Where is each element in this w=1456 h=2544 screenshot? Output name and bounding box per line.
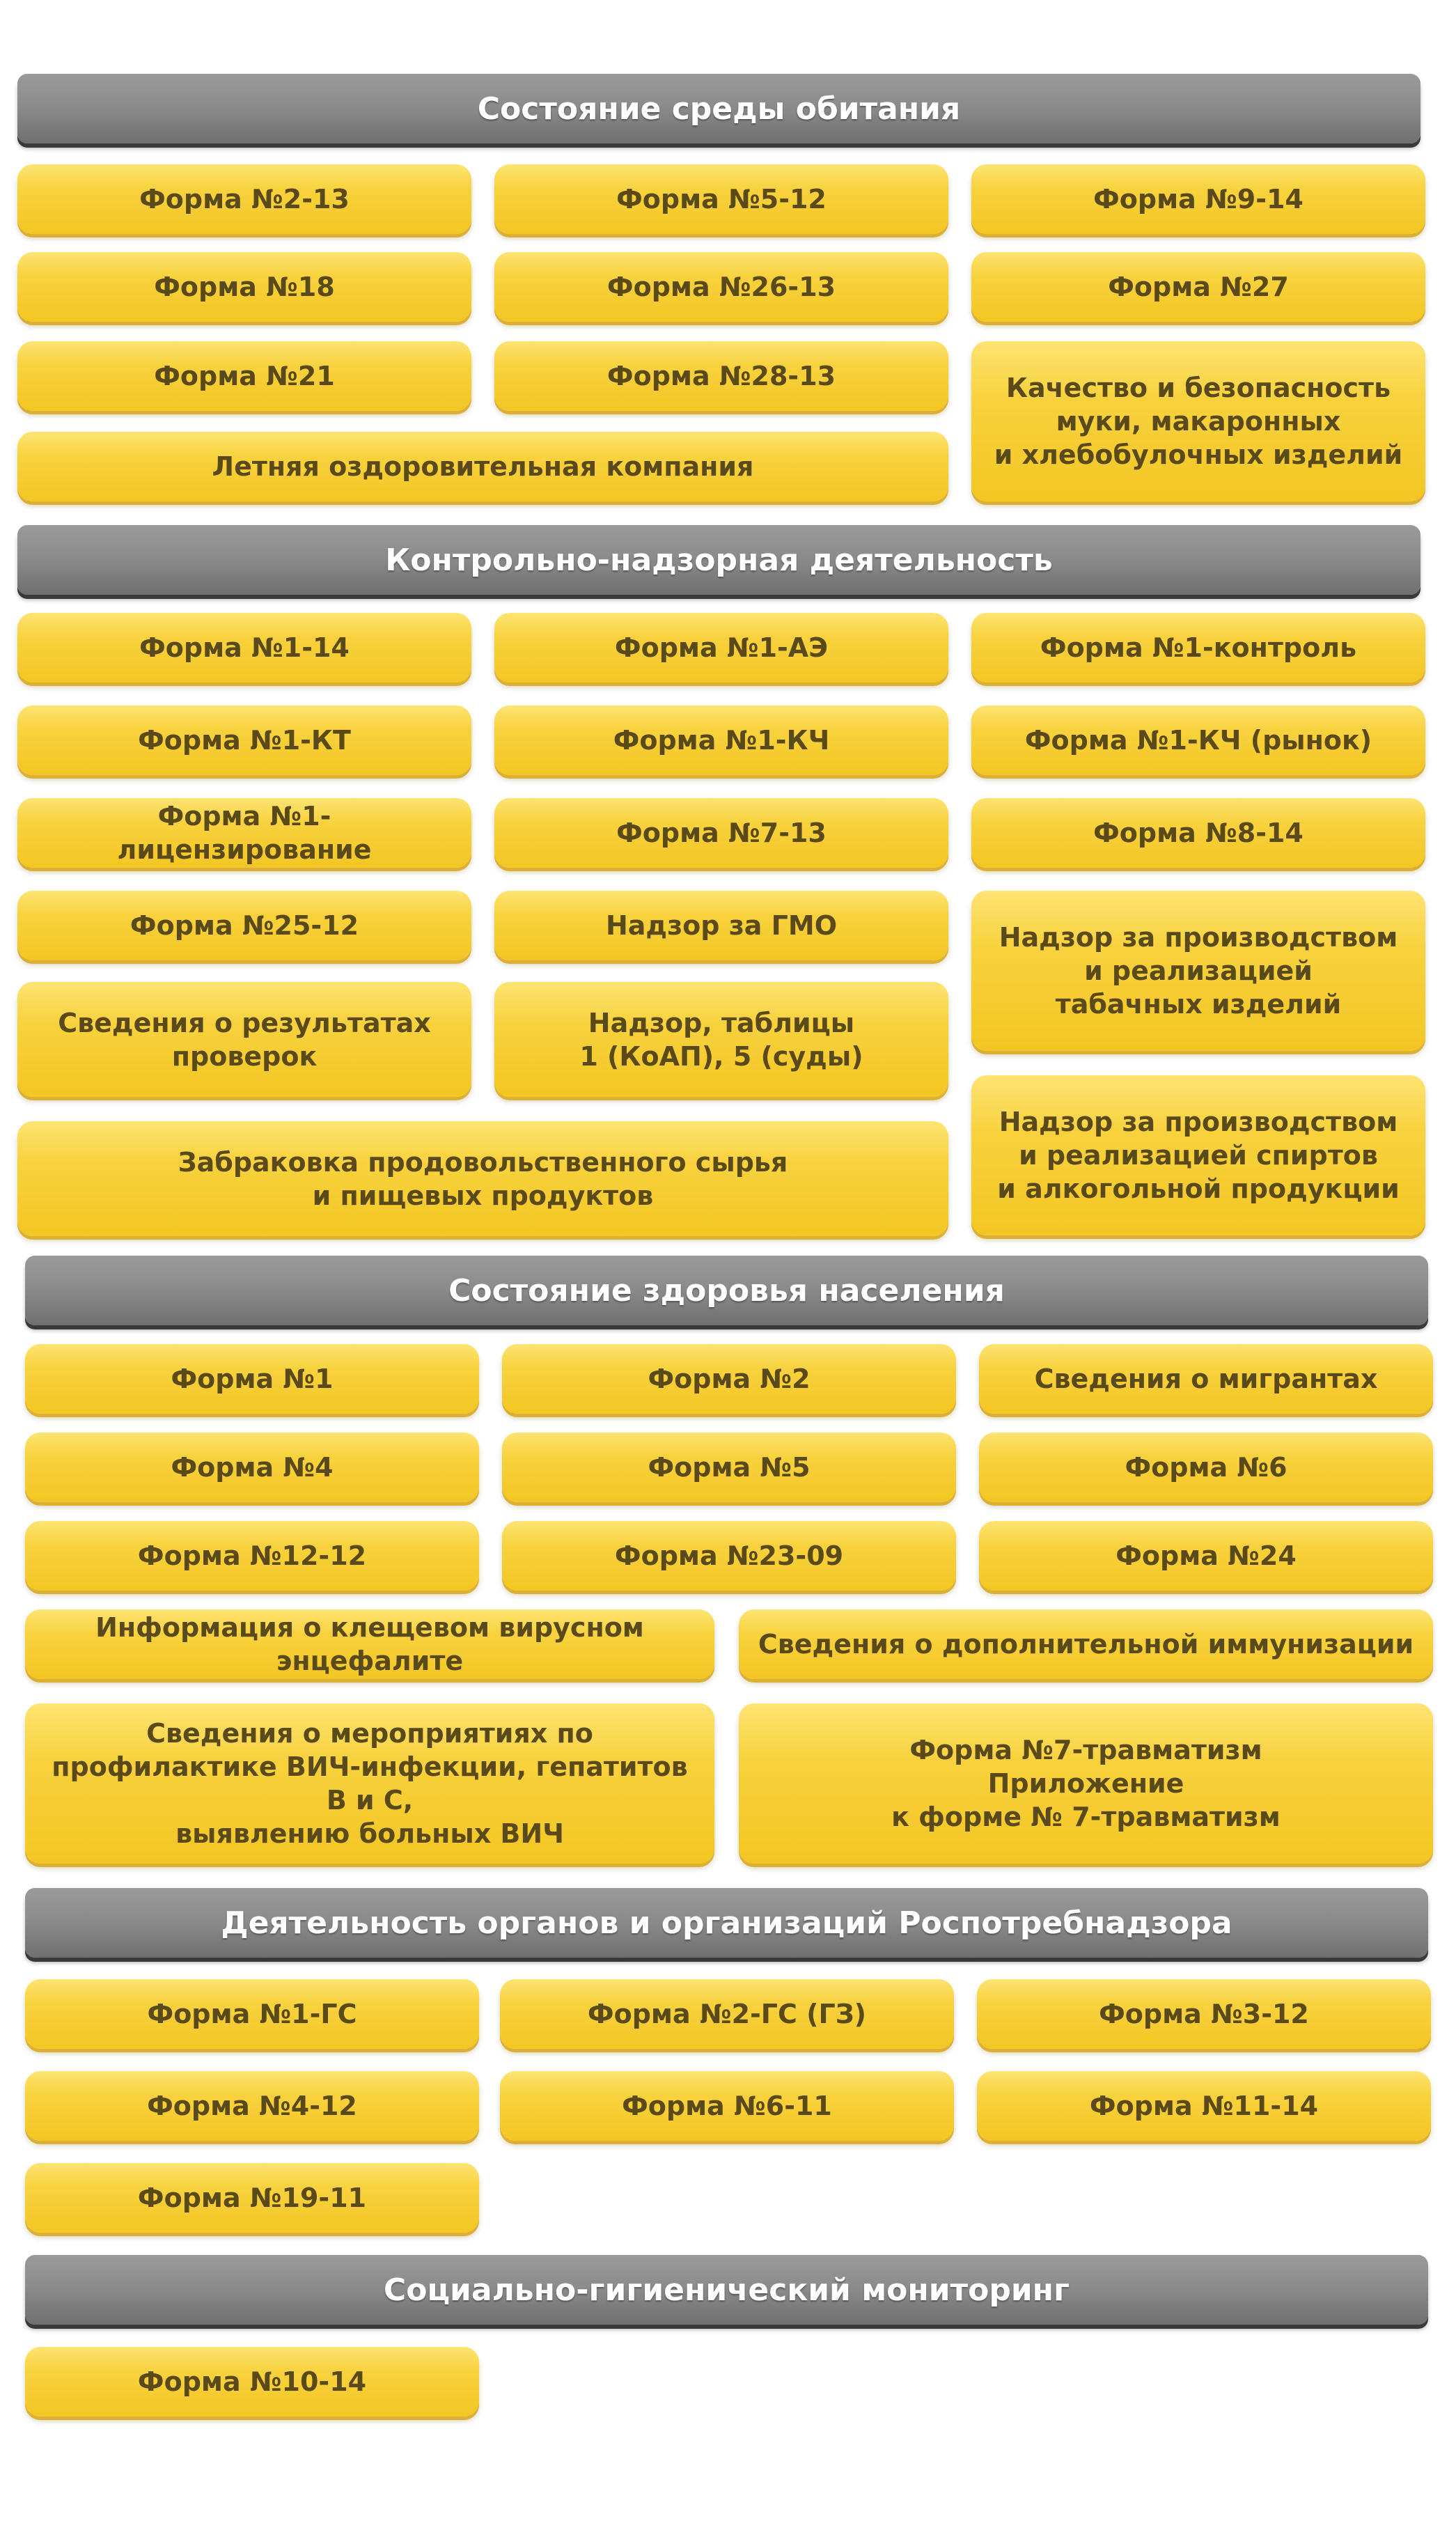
flour-quality-button[interactable]: Качество и безопасность муки, макаронных и хлебобулочных изделий xyxy=(971,341,1425,501)
section-header-health: Состояние здоровья населения xyxy=(25,1256,1428,1325)
section-header-environment: Состояние среды обитания xyxy=(17,74,1420,143)
form-button-5-12[interactable]: Форма №5-12 xyxy=(494,164,948,234)
form-button-6[interactable]: Форма №6 xyxy=(979,1433,1433,1502)
form-button-2-gs-gz[interactable]: Форма №2-ГС (ГЗ) xyxy=(500,1979,954,2049)
summer-campaign-button[interactable]: Летняя оздоровительная компания xyxy=(17,432,948,501)
form-button-3-12[interactable]: Форма №3-12 xyxy=(977,1979,1431,2049)
form-button-1-gs[interactable]: Форма №1-ГС xyxy=(25,1979,479,2049)
form-button-24[interactable]: Форма №24 xyxy=(979,1521,1433,1591)
form-button-7-13[interactable]: Форма №7-13 xyxy=(494,798,948,868)
form-button-19-11[interactable]: Форма №19-11 xyxy=(25,2163,479,2233)
form-button-1[interactable]: Форма №1 xyxy=(25,1344,479,1414)
form-button-11-14[interactable]: Форма №11-14 xyxy=(977,2071,1431,2141)
form-button-9-14[interactable]: Форма №9-14 xyxy=(971,164,1425,234)
form-button-28-13[interactable]: Форма №28-13 xyxy=(494,341,948,411)
section-header-monitoring: Социально-гигиенический мониторинг xyxy=(25,2255,1428,2325)
supervision-tables-button[interactable]: Надзор, таблицы 1 (КоАП), 5 (суды) xyxy=(494,982,948,1097)
form-button-18[interactable]: Форма №18 xyxy=(17,252,471,322)
form-button-10-14[interactable]: Форма №10-14 xyxy=(25,2347,479,2417)
food-rejection-button[interactable]: Забраковка продовольственного сырья и пищевых продуктов xyxy=(17,1121,948,1236)
form-button-7-trauma[interactable]: Форма №7-травматизм Приложение к форме № 7-травматизм xyxy=(739,1703,1433,1864)
additional-immunization-button[interactable]: Сведения о дополнительной иммунизации xyxy=(739,1609,1433,1679)
form-button-1-control[interactable]: Форма №1-контроль xyxy=(971,613,1425,682)
form-button-1-14[interactable]: Форма №1-14 xyxy=(17,613,471,682)
form-button-6-11[interactable]: Форма №6-11 xyxy=(500,2071,954,2141)
form-button-1-kch[interactable]: Форма №1-КЧ xyxy=(494,705,948,775)
form-button-4[interactable]: Форма №4 xyxy=(25,1433,479,1502)
form-button-2-13[interactable]: Форма №2-13 xyxy=(17,164,471,234)
form-button-4-12[interactable]: Форма №4-12 xyxy=(25,2071,479,2141)
form-button-27[interactable]: Форма №27 xyxy=(971,252,1425,322)
form-button-25-12[interactable]: Форма №25-12 xyxy=(17,891,471,960)
tick-encephalitis-button[interactable]: Информация о клещевом вирусном энцефалите xyxy=(25,1609,714,1679)
form-button-1-kt[interactable]: Форма №1-КТ xyxy=(17,705,471,775)
inspection-results-button[interactable]: Сведения о результатах проверок xyxy=(17,982,471,1097)
form-button-5[interactable]: Форма №5 xyxy=(502,1433,956,1502)
form-button-12-12[interactable]: Форма №12-12 xyxy=(25,1521,479,1591)
migrants-info-button[interactable]: Сведения о мигрантах xyxy=(979,1344,1433,1414)
gmo-supervision-button[interactable]: Надзор за ГМО xyxy=(494,891,948,960)
form-button-1-licensing[interactable]: Форма №1-лицензирование xyxy=(17,798,471,868)
hiv-prevention-button[interactable]: Сведения о мероприятиях по профилактике ВИЧ-инфекции, гепатитов В и С, выявлению больных ВИЧ xyxy=(25,1703,714,1864)
tobacco-supervision-button[interactable]: Надзор за производством и реализацией табачных изделий xyxy=(971,891,1425,1051)
form-button-1-kch-market[interactable]: Форма №1-КЧ (рынок) xyxy=(971,705,1425,775)
form-button-1-ae[interactable]: Форма №1-АЭ xyxy=(494,613,948,682)
form-button-23-09[interactable]: Форма №23-09 xyxy=(502,1521,956,1591)
section-header-rospotrebnadzor: Деятельность органов и организаций Роспотребнадзора xyxy=(25,1888,1428,1958)
alcohol-supervision-button[interactable]: Надзор за производством и реализацией спиртов и алкогольной продукции xyxy=(971,1075,1425,1235)
form-button-21[interactable]: Форма №21 xyxy=(17,341,471,411)
form-button-26-13[interactable]: Форма №26-13 xyxy=(494,252,948,322)
form-button-2[interactable]: Форма №2 xyxy=(502,1344,956,1414)
form-button-8-14[interactable]: Форма №8-14 xyxy=(971,798,1425,868)
section-header-control: Контрольно-надзорная деятельность xyxy=(17,525,1420,595)
